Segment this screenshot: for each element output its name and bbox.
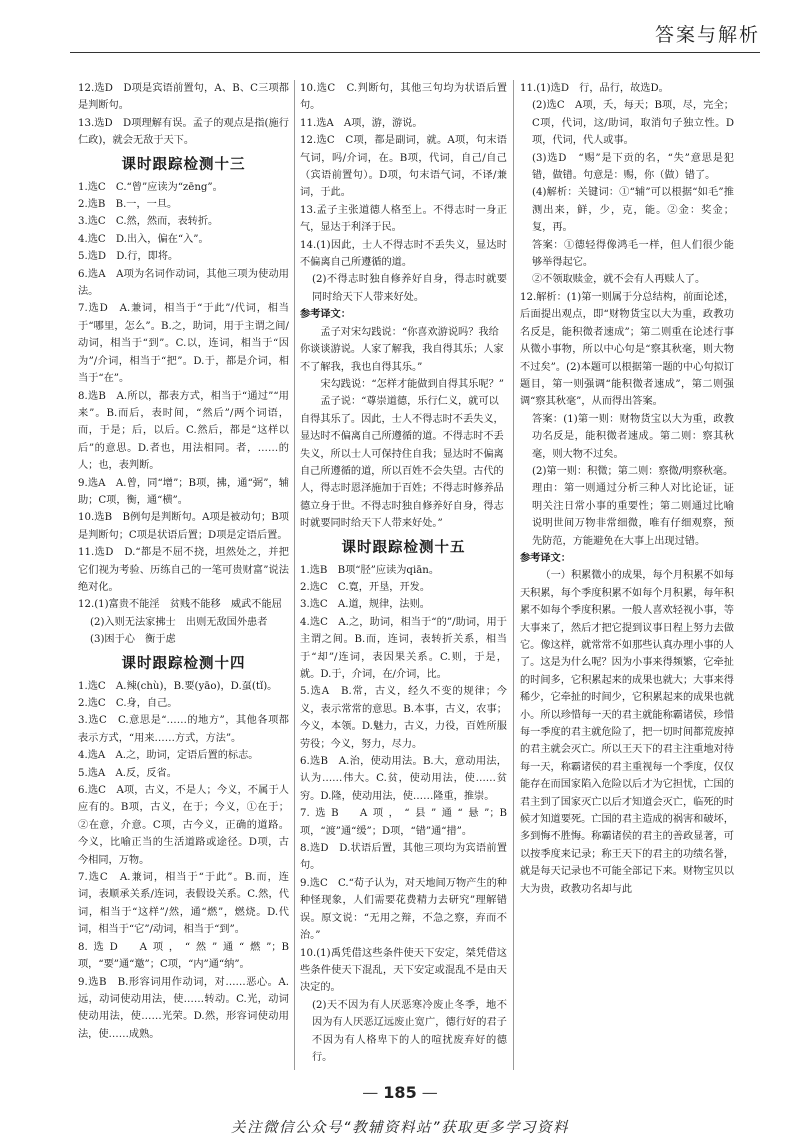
answer-item: 12.选D D项是宾语前置句，A、B、C三项都是判断句。 (78, 83, 289, 112)
answer-continuation: ②不领取赎金，就不会有人再赎人了。 (532, 274, 706, 286)
header-title: 答案与解析 (654, 24, 760, 46)
answer-continuation: (2)不得志时独自修养好自身，得志时就要同时给天下人带来好处。 (312, 274, 507, 303)
answer-item: 12.解析：(1)第一则属于分总结构，前面论述，后面提出观点，即“财物货宝以大为重，政教功名反是，能积微者速成”；第二则重在论述行事从微小事物，所以中心句是“察其秋毫，则大物不过矣”。(2)本题可以根据第一题的中心句拟订题目，第一则强调“能积微者速成”，第二则强调“察其秋毫”，从而得出答案。 (520, 291, 734, 408)
answer-continuation: 答案：①德轻得像鸿毛一样，但人们很少能够举得起它。 (532, 239, 734, 269)
answer-item: 4.选C A.之，助词，相当于“的”/助词，用于主谓之间。B.而，连词，表转折关系，相当于“却”/连词，表因果关系。C.则，于是，就。D.于，介词，在/介词，比。 (300, 616, 507, 680)
answer-item: 4.选C D.出入，偏在“入”。 (78, 233, 209, 245)
column-divider (294, 80, 295, 1070)
answer-item: 9.选C C.“荀子认为，对天地间万物产生的种种怪现象，人们需要花费精力去研究”理解错误。原文说：“无用之辩，不急之察，弃而不治。” (300, 877, 507, 942)
header-rule (70, 52, 760, 53)
translation-label: 参考译文： (300, 309, 351, 321)
answer-item: 1.选C A.辣(chù)，B.要(yāo)，D.虿(tǐ)。 (78, 680, 278, 692)
answer-item: 7.选C A.兼词，相当于“于此”。B.而，连词，表顺承关系/连词，表假设关系。C.然，代词，相当于“这样”/然，通“燃”，燃烧。D.代词，相当于“它”/动词，相当于“到”。 (78, 872, 289, 936)
answer-item: 11.选A A项，游，游说。 (300, 117, 423, 129)
answer-item: 4.选A A.之，助词，定语后置的标志。 (78, 750, 259, 762)
answer-item: 10.选B B例句是判断句。A项是被动句；B项是判断句；C项是状语后置；D项是定语后置。 (78, 512, 289, 541)
answer-item: 13.选D D项理解有误。孟子的观点是指(施行仁政)，就会无敌于天下。 (78, 117, 289, 147)
answer-item: 3.选C C.意思是“……的地方”，其他各项都表示方式，“用来……方式，方法”。 (78, 715, 289, 744)
answer-item: 7.选B A项，“县”通“悬”；B项，“渡”通“缓”；D项，“错”通“措”。 (300, 808, 507, 837)
answer-item: 8.选D D.状语后置，其他三项均为宾语前置句。 (300, 843, 507, 872)
answer-item: 12.(1)富贵不能淫 贫贱不能移 威武不能屈 (78, 599, 282, 611)
answer-item: 13.孟子主张道德人格至上。不得志时一身正气，显达于利泽于民。 (300, 204, 507, 234)
section-heading: 课时跟踪检测十五 (341, 539, 466, 556)
column-2 (300, 80, 507, 1080)
column-divider (513, 80, 514, 1070)
answer-continuation: 答案：(1)第一则：财物货宝以大为重，政教功名反是，能积微者速成。第二则：察其秋毫，则大物不过矣。 (532, 413, 734, 460)
page-number-value: 185 (383, 1083, 417, 1102)
answer-item: 9.选A A.曾，同“增”；B项，拂，通“弼”，辅助；C项，衡，通“横”。 (78, 477, 289, 506)
answer-item: 2.选C C.身，自己。 (78, 698, 178, 709)
translation-label: 参考译文： (520, 552, 571, 564)
translation-paragraph: 宋勾践说：“怎样才能做到自得其乐呢？” (320, 378, 504, 390)
answer-item: 8.选D A项，“然”通“燃”；B项，“要”通“邀”；C项，“内”通“纳”。 (78, 941, 289, 971)
answer-item: 5.选D D.行，即将。 (78, 251, 179, 263)
answer-item: 9.选B B.形容词用作动词，对……恶心。A.远，动词使动用法，使……转动。C.光，动词使动用法，使……光荣。D.然，形容词使动用法，使……成熟。 (78, 976, 289, 1040)
answer-item: 6.选B A.治，使动用法。B.大，意动用法，认为……伟大。C.贫，使动用法，使……贫穷。D.隆，使动用法，使……隆重，推崇。 (300, 756, 507, 802)
answer-item: 8.选B A.所以，都表方式，相当于“通过”“用来”。B.而后，表时间，“然后”/两个词语，而，于是；后，以后。C.然后，都是“这样以后”的意思。D.者也，用法相同。者，……的人；也，表判断。 (78, 390, 289, 472)
answer-item: 11.选D D.“都是不屈不挠，坦然处之，并把它们视为考验、历练自己的一笔可贵财富”说法绝对化。 (78, 547, 289, 593)
answer-item: 1.选B B项“胫”应读为qiān。 (300, 564, 440, 576)
answer-continuation: (2)选C A项，夭，每天；B项，尽，完全；C项，代词，这/助词，取消句子独立性。D项，代词，代人或事。 (532, 100, 734, 147)
answer-item: 2.选B B.一，一旦。 (78, 199, 178, 211)
answer-continuation: (3)困于心 衡于虑 (90, 634, 176, 646)
answer-item: 10.(1)禹凭借这些条件使天下安定，桀凭借这些条件使天下混乱，天下安定或混乱不是由天决定的。 (300, 947, 507, 994)
answer-continuation: 理由：第一则通过分析三种人对比论证，证明关注日常小事的重要性；第二则通过比喻说明世间万物非常细微，唯有仔细观察，预先防范，方能避免在大事上出现过错。 (532, 483, 734, 547)
answer-item: 10.选C C.判断句，其他三句均为状语后置句。 (300, 83, 507, 112)
column-1 (78, 80, 289, 1080)
answer-item: 1.选C C.“曾”应读为“zēng”。 (78, 181, 223, 193)
answer-continuation: (4)解析：关键词：①“辅”可以根据“如毛”推测出来，鲜，少，克，能。②金：奖金；复，再。 (532, 187, 734, 234)
answer-item: 6.选A A项为名词作动词，其他三项为使动用法。 (78, 268, 289, 298)
page-number: — 185 — (362, 1083, 438, 1102)
translation-paragraph: 孟子说：“尊崇道德，乐行仁义，就可以自得其乐了。因此，士人不得志时不丢失义，显达时不偏离自己所遵循的道。不得志时不丢失义，所以士人可保持住自我；显达时不偏离自己所遵循的道，所以百姓不会失望。古代的人，得志时恩泽施加于百姓；不得志时修养品德立身于世。不得志时独自修养好自身，得志时就要同时给天下人带来好处。” (300, 396, 504, 530)
answer-item: 12.选C C项，都是副词，就。A项，句末语气词，吗/介词，在。B项，代词，自己/自己（宾语前置句）。D项，句末语气词，不译/兼词，于此。 (300, 135, 507, 199)
translation-paragraph: 孟子对宋勾践说：“你喜欢游说吗？我给你谈谈游说。人家了解我，我自得其乐；人家不了解我，我也自得其乐。” (300, 326, 504, 373)
answer-item: 14.(1)因此，士人不得志时不丢失义，显达时不偏离自己所遵循的道。 (300, 239, 507, 269)
page-header (0, 0, 800, 60)
answer-item: 6.选C A项，古义，不是人；今义，不属于人应有的。B项，古义，在于；今义，①在于；②在意，介意。C项，古今义，正确的道路。今义，比喻正当的生活道路或途径。D项，古今相同，万物。 (78, 785, 289, 866)
answer-continuation: (3)选D “赐”是下贡的名，“失”意思是犯错，做错。句意是：赐，你（做）错了。 (532, 152, 734, 182)
answer-item: 3.选C A.道，规律，法则。 (300, 599, 430, 611)
section-heading: 课时跟踪检测十三 (121, 156, 246, 173)
answer-item: 2.选C C.寛，开垦，开发。 (300, 581, 431, 593)
answer-continuation: (2)第一则：积微；第二则：察微/明察秋毫。 (532, 465, 734, 477)
column-3 (520, 80, 734, 1080)
answer-continuation: (2)天不因为有人厌恶寒冷废止冬季，地不因为有人厌恶辽远废止宽广，德行好的君子不因为有人格卑下的人的喧扰废弃好的德行。 (312, 999, 507, 1063)
answer-item: 5.选A A.反，反省。 (78, 767, 177, 779)
answer-item: 5.选A B.常，古义，经久不变的规律；今义，表示常常的意思。B.本事，古义，农事；今义，本领。D.魅力，古义，力役，百姓所服劳役；今义，努力，尽力。 (300, 686, 507, 750)
section-heading: 课时跟踪检测十四 (121, 655, 246, 672)
answer-item: 7.选D A.兼词，相当于“于此”/代词，相当于“哪里，怎么”。B.之，助词，用于主谓之间/动词，相当于“到”。C.以，连词，相当于“因为”/介词，相当于“把”。D.于，都是介词，相当于“在”。 (78, 303, 289, 385)
answer-item: 11.(1)选D 行，品行，故选D。 (520, 83, 669, 94)
translation-paragraph: （一）积累微小的成果，每个月积累不如每天积累，每个季度积累不如每个月积累，每年积累不如每个季度积累。一般人喜欢轻视小事，等大事来了，然后才把它提到议事日程上努力去做它。像这样，就常常不如那些认真办理小事的人了。这是为什么呢？因为小事来得频繁，它牵扯的时间多，它积累起来的成果也就大；大事来得稀少，它牵扯的时间少，它积累起来的成果也就小。所以珍惜每一天的君主就能称霸诸侯，珍惜每一季度的君主就危险了，把一切时间都荒废掉的君主就会灭亡。所以王天下的君主注重地对待每一天，称霸诸侯的君主重视每一个季度，仅仅能存在而国家陷入危险以后才为它担忧，亡国的君主到了国家灭亡以后才知道会灭亡，临死的时候才知道要死。亡国的君主造成的祸害和破坏，多到悔不胜悔。称霸诸侯的君主的善政显著，可以按季度来记录；称王天下的君主的功绩名誉，就是每天记录也不可能全部记下来。财物宝贝以大为贵，政教功名却与此 (520, 570, 734, 895)
footer-note: 关注微信公众号“教辅资料站”获取更多学习资料 (230, 1120, 570, 1136)
answer-continuation: (2)入则无法家拂士 出则无敌国外患者 (90, 616, 268, 628)
answer-item: 3.选C C.然，然而，表转折。 (78, 216, 219, 228)
